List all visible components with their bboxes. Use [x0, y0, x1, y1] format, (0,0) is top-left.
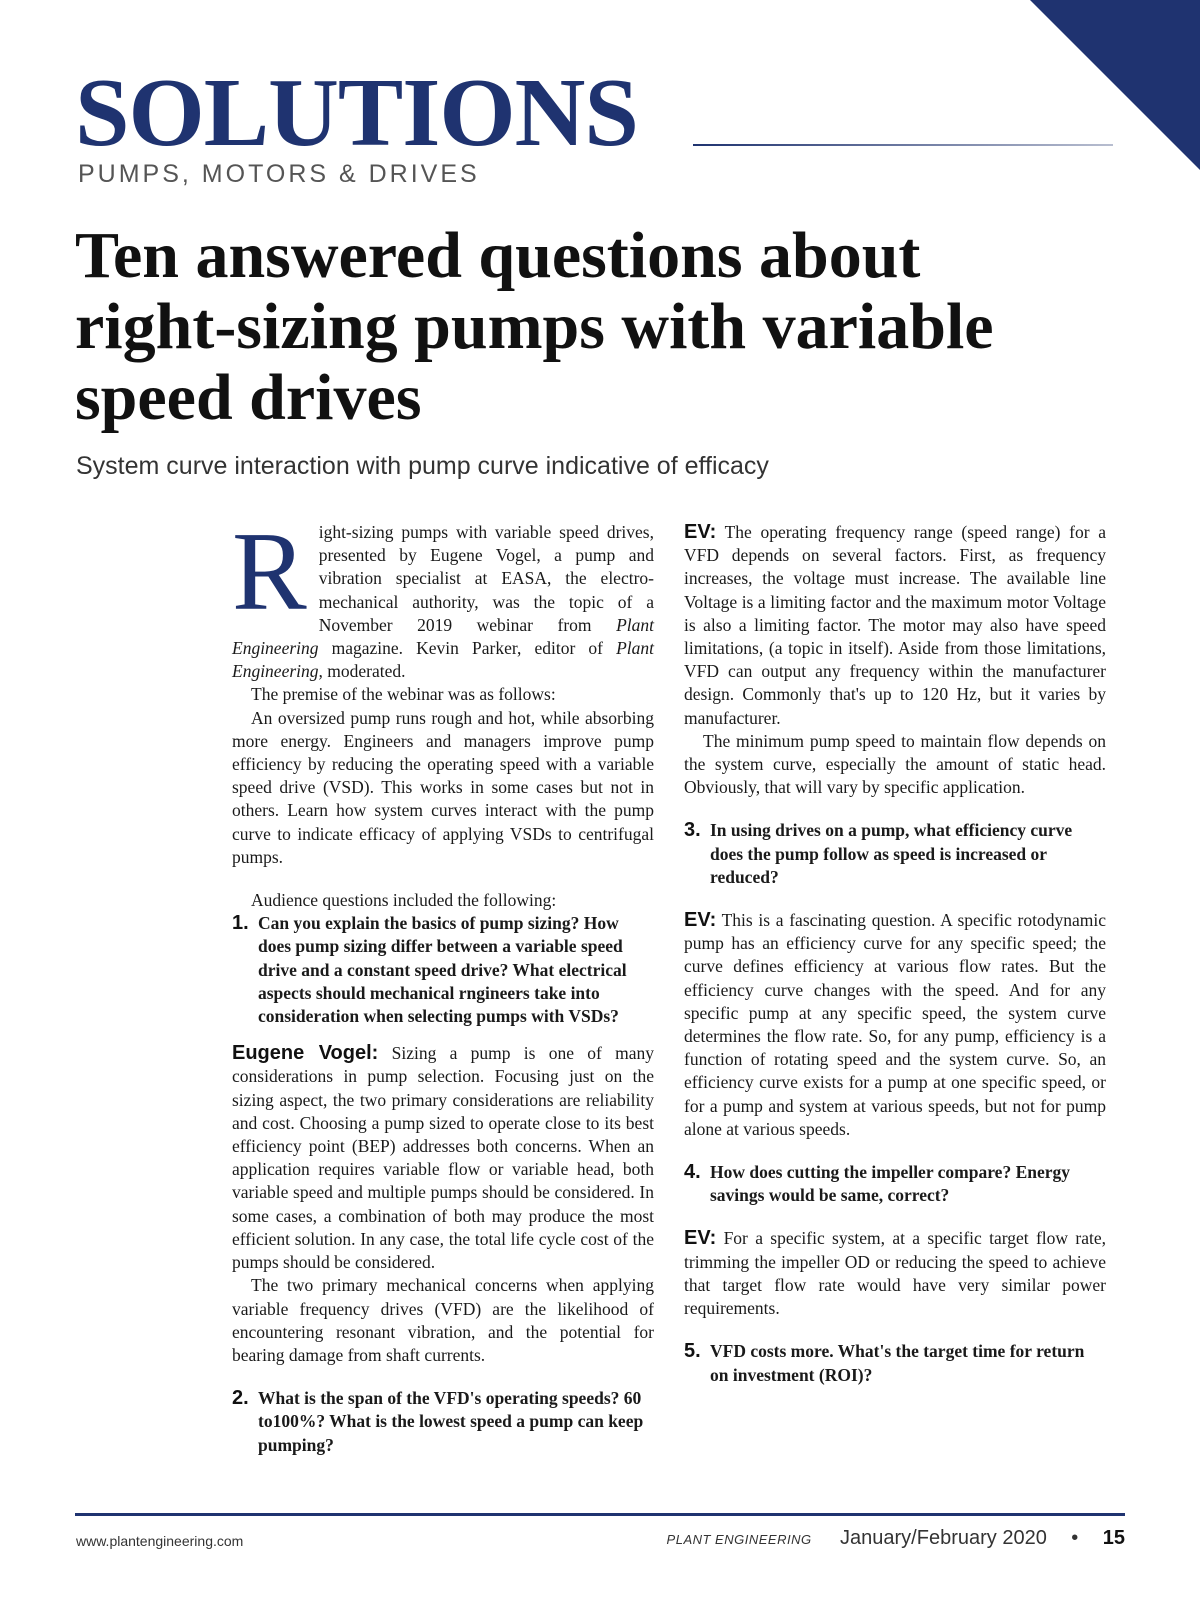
premise-lead: The premise of the webinar was as follows:	[251, 684, 556, 705]
answer-text: For a specific system, at a specific target flow rate, trimming the impeller OD or reducing the speed to achieve that target flow rate would have very similar power requirements.	[684, 1228, 1106, 1319]
footer-rule	[75, 1513, 1125, 1516]
right-column	[684, 521, 1106, 1387]
answer-1-paragraph-2: The two primary mechanical concerns when applying variable frequency drives (VFD) are the likelihood of encountering resonant vibration, and the potential for bearing damage from shaft currents.	[232, 1275, 654, 1365]
answer-2-paragraph-2: The minimum pump speed to maintain flow depends on the system curve, especially the amount of static head. Obviously, that will vary by specific application.	[684, 730, 1106, 798]
speaker-label: EV:	[684, 521, 717, 543]
intro-text-3: moderated.	[322, 661, 406, 682]
question-2	[232, 1387, 654, 1457]
speaker-label: EV:	[684, 909, 717, 932]
question-4	[684, 1161, 1106, 1207]
intro-text-1: ight-sizing pumps with variable speed drives, presented by Eugene Vogel, a pump and vibration specialist at EASA, the electro-mechanical authority, was the topic of a November 2019 webinar from	[318, 522, 654, 635]
answer-1-paragraph	[232, 1042, 654, 1274]
section-rule	[693, 144, 1113, 146]
question-number: 5.	[684, 1340, 701, 1363]
page-number: 15	[1102, 1527, 1125, 1549]
speaker-label: Eugene Vogel:	[232, 1042, 379, 1065]
left-column	[232, 510, 654, 1457]
question-text: In using drives on a pump, what efficiency curve does the pump follow as speed is increased or reduced?	[710, 820, 1073, 887]
question-text: How does cutting the impeller compare? Energy savings would be same, correct?	[710, 1162, 1071, 1206]
question-number: 2.	[232, 1387, 249, 1410]
question-number: 3.	[684, 819, 701, 842]
answer-text: Sizing a pump is one of many considerations in pump selection. Focusing just on the sizing aspect, the two primary considerations are reliability and cost. Choosing a pump sized to operate close to its best efficiency point (BEP) addresses both concerns. When an application requires variable flow or variable head, both variable speed and multiple pumps should be considered. In some cases, a combination of both may produce the most efficient solution. In any case, the total life cycle cost of the pumps should be considered.	[232, 1043, 654, 1273]
intro-text-2: magazine. Kevin Parker, editor of	[318, 638, 617, 659]
footer-bullet: •	[1071, 1527, 1079, 1549]
speaker-label: EV:	[684, 1227, 717, 1250]
article-headline: Ten answered questions about right-sizing pumps with variable speed drives	[75, 219, 994, 434]
premise-body: An oversized pump runs rough and hot, while absorbing more energy. Engineers and managers improve pump efficiency by reducing the operating speed with a variable speed drive (VSD). This works in some cases but not in others. Learn how system curves interact with the pump curve to indicate efficacy of applying VSDs to centrifugal pumps.	[232, 707, 654, 867]
answer-text: This is a fascinating question. A specific rotodynamic pump has an efficiency curve for any specific speed; the curve defines efficiency at various flow rates. But the efficiency curve changes with the speed. And for any specific pump at any specific speed, the system curve determines the flow rate. So, for any pump, efficiency is a function of rotating speed and the system curve. So, an efficiency curve exists for a pump at one specific speed, or for a pump and system at various speeds, but not for pump alone at various speeds.	[684, 910, 1106, 1139]
footer-info	[667, 1527, 1125, 1550]
audience-lead: Audience questions included the following:	[251, 890, 557, 911]
publication-name: Plant Engineering	[232, 614, 654, 659]
answer-2-paragraph	[684, 521, 1106, 730]
question-number: 4.	[684, 1161, 701, 1184]
drop-cap: R	[232, 510, 307, 634]
answer-text: The operating frequency range (speed range) for a VFD depends on several factors. First, as frequency increases, the voltage must increase. The available line Voltage is a limiting factor and the maximum motor Voltage is also a limiting factor. The motor may also have speed limitations, (a topic in itself). Aside from those limitations, VFD can output any frequency within the manufacturer design. Commonly that's up to 120 Hz, but it varies by manufacturer.	[684, 522, 1106, 728]
answer-3-paragraph	[684, 909, 1106, 1141]
footer-date: January/February 2020	[840, 1527, 1047, 1549]
question-3	[684, 819, 1106, 889]
question-5	[684, 1340, 1106, 1386]
question-text: VFD costs more. What's the target time for return on investment (ROI)?	[710, 1341, 1085, 1385]
question-number: 1.	[232, 912, 249, 935]
answer-4-paragraph	[684, 1227, 1106, 1320]
publication-name: Plant Engineering,	[232, 638, 654, 682]
question-text: What is the span of the VFD's operating speeds? 60 to100%? What is the lowest speed a pump can keep pumping?	[258, 1388, 644, 1455]
intro-paragraph	[232, 510, 654, 683]
footer-url: www.plantengineering.com	[76, 1533, 244, 1549]
section-title: SOLUTIONS	[75, 59, 638, 167]
footer-publication: PLANT ENGINEERING	[666, 1532, 812, 1547]
question-1	[232, 912, 654, 1028]
question-text: Can you explain the basics of pump sizing? How does pump sizing differ between a variable speed drive and a constant speed drive? What electrical aspects should mechanical rngineers take into consideration when selecting pumps with VSDs?	[258, 913, 627, 1027]
article-deck: System curve interaction with pump curve indicative of efficacy	[76, 452, 769, 480]
section-subtitle: PUMPS, MOTORS & DRIVES	[78, 160, 480, 188]
